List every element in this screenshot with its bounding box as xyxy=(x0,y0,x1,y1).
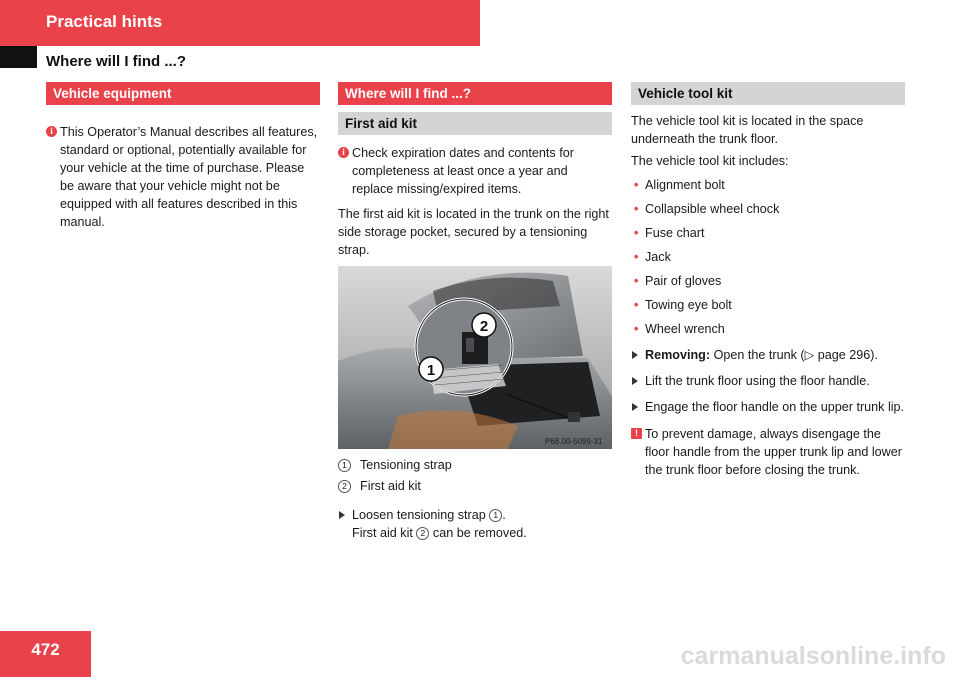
step-arrow-icon xyxy=(632,351,638,359)
legend-item xyxy=(338,477,612,495)
list-item: • Jack xyxy=(634,250,671,264)
list-item: • Pair of gloves xyxy=(634,274,722,288)
list-item: • Alignment bolt xyxy=(634,178,725,192)
info-note-text: This Operator’s Manual describes all features, standard or optional, potentially available for your vehicle at the time of purchase. Please be aware that your vehicle might not be equipped with all features described in this manual. xyxy=(60,125,318,229)
ref-number: 2 xyxy=(416,527,429,540)
tool-kit-includes-text: The vehicle tool kit includes: xyxy=(631,154,789,168)
column-tool-kit xyxy=(631,82,905,479)
step-arrow-icon xyxy=(632,377,638,385)
info-note xyxy=(46,123,320,231)
info-icon: i xyxy=(338,147,349,158)
info-note xyxy=(338,144,612,198)
page-number: 472 xyxy=(31,640,60,659)
legend-number: 2 xyxy=(338,480,351,493)
removing-step xyxy=(631,346,905,364)
warning-icon: ! xyxy=(631,428,642,439)
legend-text: First aid kit xyxy=(360,479,421,493)
engage-handle-step xyxy=(631,398,905,416)
callout-2-label: 2 xyxy=(479,318,489,335)
legend-number: 1 xyxy=(338,459,351,472)
step-text: Loosen tensioning strap xyxy=(352,508,486,522)
step-label: Removing: xyxy=(645,348,711,362)
vehicle-tool-kit-heading: Vehicle tool kit xyxy=(631,82,905,105)
header-marker xyxy=(0,46,37,68)
loosen-strap-step xyxy=(338,506,612,542)
step-arrow-icon xyxy=(632,403,638,411)
page-subtitle: Where will I find ...? xyxy=(46,53,187,70)
trunk-photo xyxy=(338,266,612,449)
warning-text: To prevent damage, always disengage the floor handle from the upper trunk lip and lower the trunk floor before closing the trunk. xyxy=(645,427,902,477)
warning-note xyxy=(631,425,905,479)
lift-floor-step xyxy=(631,372,905,390)
step-text: can be removed. xyxy=(432,526,527,540)
page-number-block xyxy=(0,631,91,677)
legend-item xyxy=(338,456,612,474)
first-aid-location-text: The first aid kit is located in the trunk on the right side storage pocket, secured by a tensioning strap. xyxy=(338,207,609,257)
watermark: carmanualsonline.info xyxy=(680,642,946,670)
section-title: Practical hints xyxy=(46,12,163,31)
where-find-heading: Where will I find ...? xyxy=(338,82,612,105)
info-icon: i xyxy=(46,126,57,137)
step-text: Engage the floor handle on the upper trunk lip. xyxy=(645,400,905,414)
callout-1-label: 1 xyxy=(426,362,436,379)
step-text: Lift the trunk floor using the floor handle. xyxy=(645,374,870,388)
vehicle-equipment-heading: Vehicle equipment xyxy=(46,82,320,105)
step-arrow-icon xyxy=(339,511,345,519)
legend-text: Tensioning strap xyxy=(360,458,452,472)
step-text: First aid kit xyxy=(352,526,413,540)
step-text: . xyxy=(502,508,506,522)
column-vehicle-equipment xyxy=(46,82,320,231)
list-item: • Collapsible wheel chock xyxy=(634,202,780,216)
tool-kit-location-text: The vehicle tool kit is located in the space underneath the trunk floor. xyxy=(631,114,864,146)
list-item: • Fuse chart xyxy=(634,226,705,240)
figure-code: P68.00-5099-31 xyxy=(545,437,603,446)
info-note-text: Check expiration dates and contents for completeness at least once a year and replace missing/expired items. xyxy=(352,146,574,196)
list-item: • Wheel wrench xyxy=(634,322,725,336)
step-text: Open the trunk (▷ page 296). xyxy=(713,348,878,362)
column-where-find xyxy=(338,82,612,542)
ref-number: 1 xyxy=(489,509,502,522)
first-aid-kit-heading: First aid kit xyxy=(338,112,612,135)
list-item: • Towing eye bolt xyxy=(634,298,732,312)
tool-kit-list xyxy=(631,176,905,338)
